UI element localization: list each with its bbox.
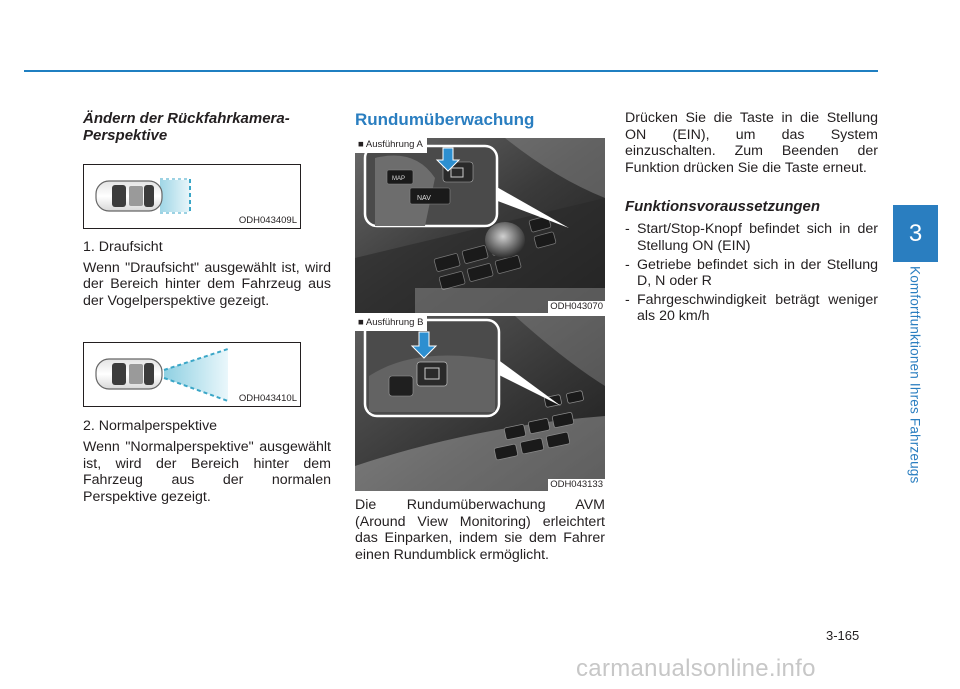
variant-a-tag: ■ Ausführung A — [355, 138, 427, 153]
console-photo-a — [355, 138, 605, 313]
chapter-title: Komfortfunktionen Ihres Fahrzeugs — [907, 266, 923, 484]
item-title-top-view: 1. Draufsicht — [83, 239, 163, 255]
condition-item: - Start/Stop-Knopf befindet sich in der Stellung ON (EIN) — [625, 221, 878, 254]
console-photo-b — [355, 316, 605, 491]
column-around-view — [355, 110, 605, 563]
activation-text: Drücken Sie die Taste in die Stellung ON (EIN), um das System einzuschalten. Zum Beenden der Funktion drücken Sie die Taste erneut. — [625, 110, 878, 176]
column-operation — [625, 110, 878, 327]
watermark: carmanualsonline.info — [576, 655, 816, 682]
section-heading-camera-perspective: Ändern der Rückfahrkamera-Perspektive — [83, 110, 290, 144]
figure-code: ODH043410L — [238, 393, 297, 405]
figure-code: ODH043409L — [238, 215, 297, 226]
figure-normal-view — [83, 342, 301, 407]
section-heading-conditions: Funktionsvoraussetzungen — [625, 198, 821, 216]
item-text-normal-view: Wenn "Normalperspektive" ausgewählt ist, wird der Bereich hinter dem Fahrzeug aus der normalen Perspektive gezeigt. — [83, 438, 331, 505]
page-number: 3-165 — [826, 628, 860, 643]
photo-variant-a — [355, 138, 605, 313]
item-text-top-view: Wenn "Draufsicht" ausgewählt ist, wird der Bereich hinter dem Fahrzeug aus der Vogelperspektive gezeigt. — [83, 259, 331, 309]
photo-code: ODH043133 — [550, 479, 603, 490]
chapter-tab — [893, 205, 938, 262]
figure-top-view — [83, 164, 301, 229]
item-title-normal-view: 2. Normalperspektive — [83, 418, 218, 435]
variant-b-tag: ■ Ausführung B — [355, 316, 427, 331]
photo-variant-b — [355, 316, 605, 491]
nav-button-label: NAV — [417, 195, 431, 202]
photo-code: ODH043070 — [550, 301, 603, 312]
top-rule — [24, 70, 878, 72]
around-view-description: Die Rundumüberwachung AVM (Around View Monitoring) erleichtert das Einparken, indem sie dem Fahrer einen Rundumblick ermöglicht. — [355, 497, 605, 563]
section-heading-around-view: Rundumüberwachung — [355, 110, 535, 129]
chapter-number: 3 — [908, 219, 923, 247]
chapter-title-container — [893, 262, 938, 502]
conditions-list — [625, 221, 878, 325]
map-button-label: MAP — [392, 176, 406, 182]
column-camera-perspective — [83, 110, 331, 505]
condition-item: - Getriebe befindet sich in der Stellung D, N oder R — [625, 257, 878, 290]
condition-item: - Fahrgeschwindigkeit beträgt weniger als 20 km/h — [625, 292, 878, 325]
